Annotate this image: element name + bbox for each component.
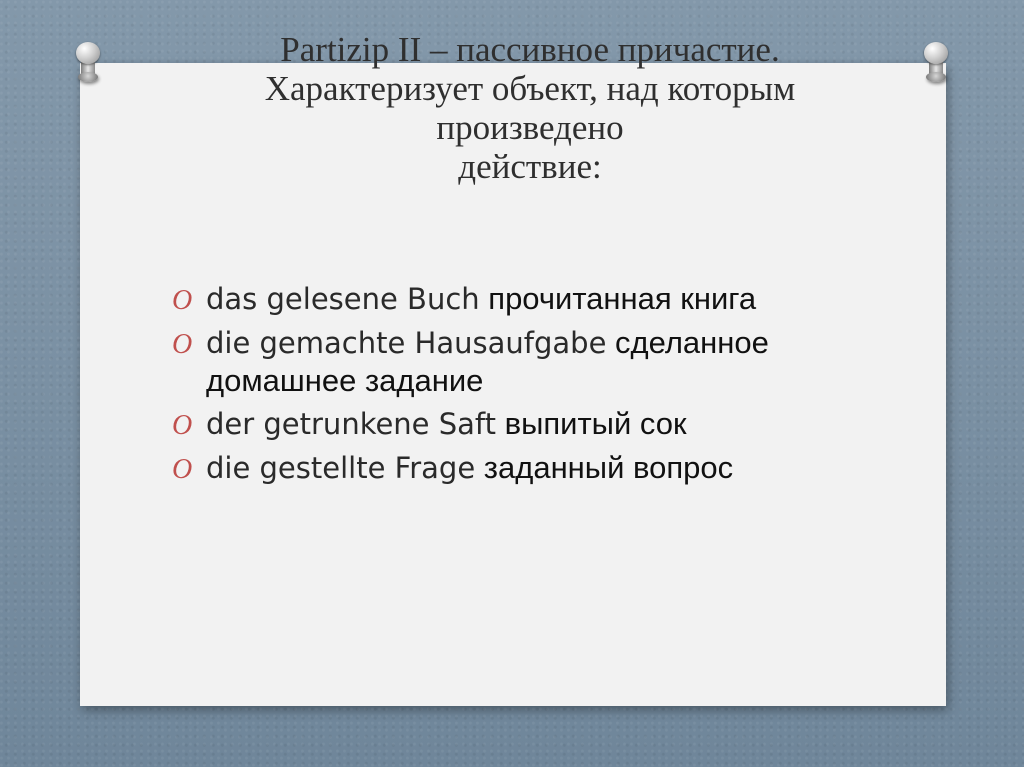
german-phrase: die gestellte Frage xyxy=(206,451,476,485)
title-line: Partizip II – пассивное причастие. xyxy=(280,30,780,69)
title-line: Характеризует объект, над которым xyxy=(264,69,796,108)
list-item xyxy=(170,405,890,443)
russian-translation: прочитанная книга xyxy=(488,281,757,316)
russian-translation: выпитый сок xyxy=(504,406,687,441)
german-phrase: das gelesene Buch xyxy=(206,282,480,316)
bullet-marker-icon: O xyxy=(172,410,193,441)
title-line: произведено xyxy=(436,108,624,147)
title-line: действие: xyxy=(458,147,602,186)
bullet-marker-icon: O xyxy=(172,329,193,360)
german-phrase: die gemachte Hausaufgabe xyxy=(206,326,607,360)
bullet-list xyxy=(170,280,890,493)
russian-translation: сделанное домашнее задание xyxy=(206,325,769,398)
russian-translation: заданный вопрос xyxy=(483,450,734,485)
list-item xyxy=(170,449,890,487)
bullet-marker-icon: O xyxy=(172,454,193,485)
list-item xyxy=(170,324,890,399)
german-phrase: der getrunkene Saft xyxy=(206,407,496,441)
list-item xyxy=(170,280,890,318)
bullet-marker-icon: O xyxy=(172,285,193,316)
slide-title xyxy=(100,30,960,186)
